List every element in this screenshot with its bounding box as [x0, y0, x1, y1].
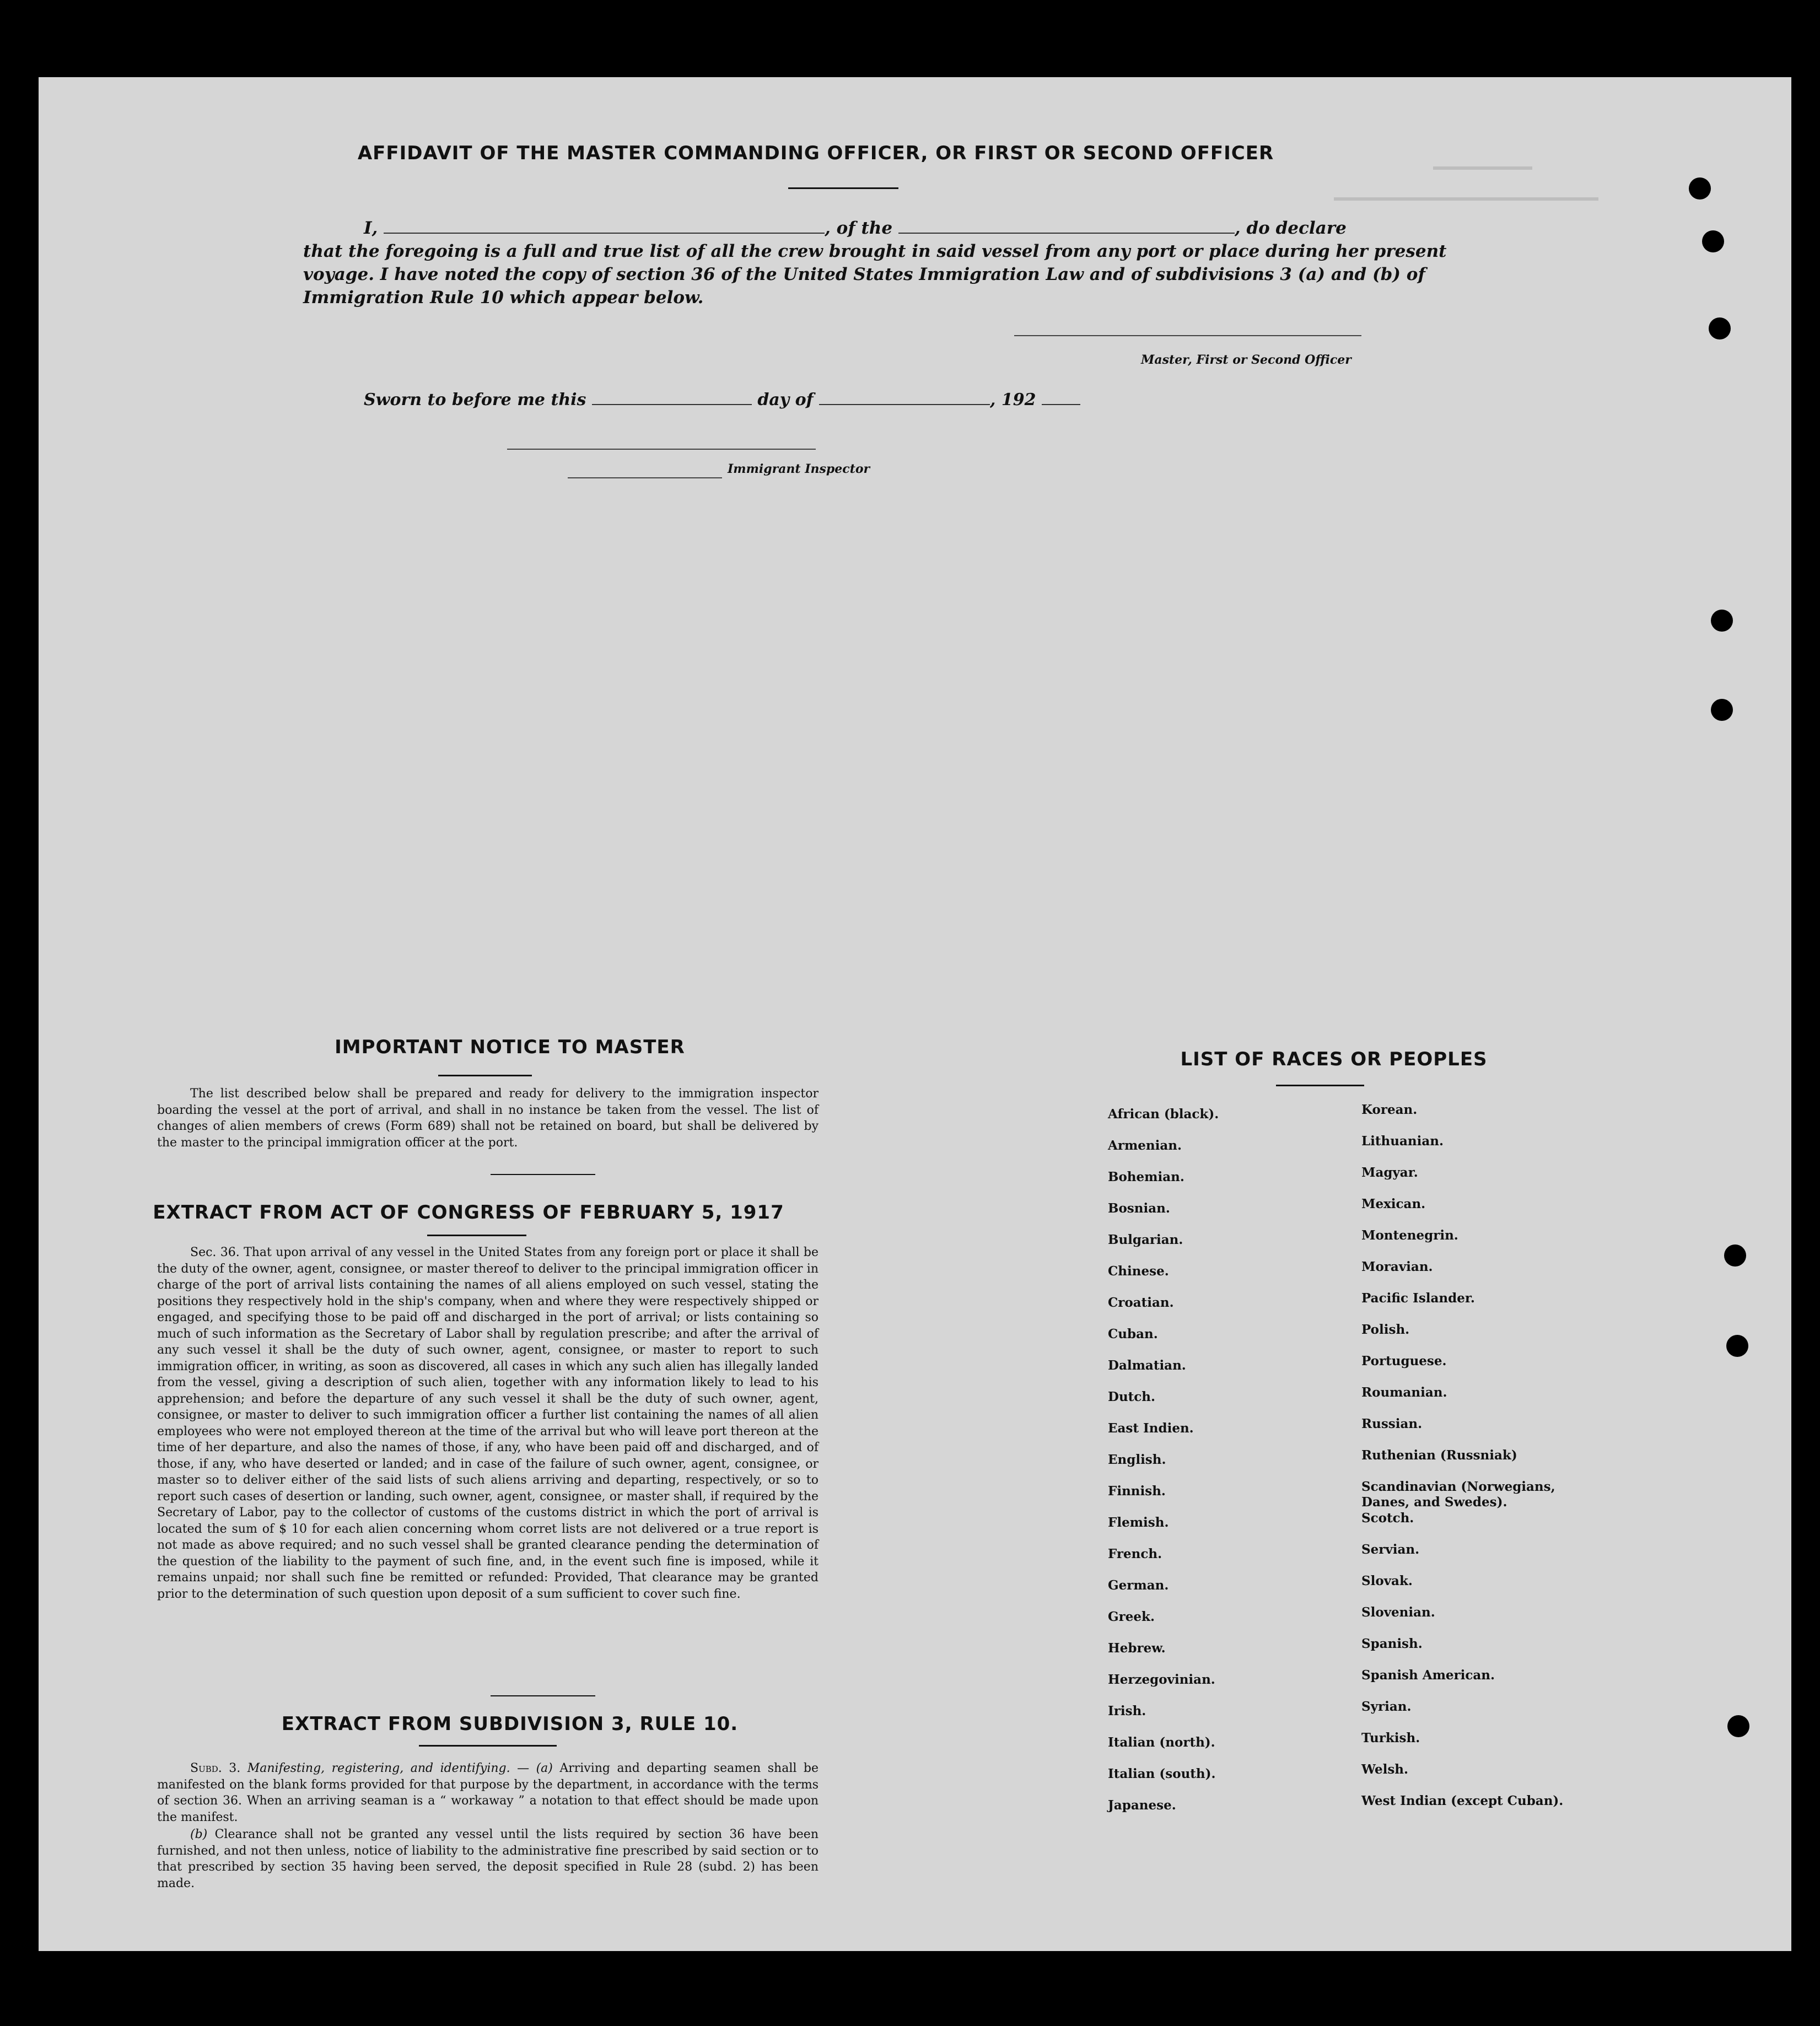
race-item: Dalmatian. — [1108, 1358, 1186, 1373]
vessel-blank[interactable] — [898, 229, 1235, 234]
race-item: Slovenian. — [1361, 1605, 1435, 1620]
affidavit-title: AFFIDAVIT OF THE MASTER COMMANDING OFFICER, OR FIRST OR SECOND OFFICER — [357, 142, 1274, 164]
race-item: Montenegrin. — [1361, 1228, 1458, 1243]
rule-para-b — [157, 1826, 819, 1892]
sworn-line — [364, 390, 1080, 409]
race-item: Pacific Islander. — [1361, 1291, 1475, 1306]
inspector-line-2[interactable] — [568, 477, 722, 478]
affidavit-line-2: that the foregoing is a full and true list of all the crew brought in said vessel from any port or place during her present — [303, 241, 1447, 261]
race-item: African (black). — [1108, 1107, 1219, 1122]
month-blank[interactable] — [819, 401, 990, 405]
race-item: Italian (south). — [1108, 1766, 1216, 1781]
bleed-through-text — [1433, 144, 1532, 170]
punch-hole — [1711, 699, 1733, 721]
race-item: Moravian. — [1361, 1259, 1433, 1274]
affidavit-line-4: Immigration Rule 10 which appear below. — [303, 288, 704, 308]
i-label: I, — [364, 218, 378, 238]
race-item: Japanese. — [1108, 1798, 1176, 1813]
race-item: French. — [1108, 1547, 1162, 1561]
subd-lead: Subd. 3. — [190, 1761, 241, 1775]
punch-hole — [1709, 317, 1731, 340]
rule-para-a — [157, 1760, 819, 1825]
race-item: Portuguese. — [1361, 1354, 1447, 1368]
act-extract-text: Sec. 36. That upon arrival of any vessel in the United States from any foreign port or place it shall be the duty of the owner, agent, consignee, or master thereof to deliver to the principal immigration officer in charge of the port of arrival lists containing the names of all aliens employed on such vessel, stating the positions they respectively hold in the ship's company, when and where they were respectively shipped or engaged, and specifying those to be paid off and discharged in the port of arrival; or lists containing so much of such information as the Secretary of Labor shall by regulation prescribe; and after the arrival of any such vessel it shall be the duty of such owner, agent, consignee, or master to report to such immigration officer, in writing, as soon as discovered, all cases in which any such alien has illegally landed from the vessel, giving a description of such alien, together with any information likely to lead to his apprehension; and before the departure of any such vessel it shall be the duty of such owner, agent, consignee, or master to deliver to such immigration officer a further list containing the names of all alien employees who were not employed thereon at the time of the arrival but who will leave port thereon at the time of her departure, and also the names of those, if any, who have been paid off and discharged, and of those, if any, who have deserted or landed; and in case of the failure of such owner, agent, consignee, or master so to deliver either of the said lists of such aliens arriving and departing, respectively, or so to report such cases of desertion or landing, such owner, agent, consignee, or master shall, if required by the Secretary of Labor, pay to the collector of customs of the customs district in which the port of arrival is located the sum of $ 10 for each alien concerning whom corret lists are not delivered or a true report is not made as above required; and no such vessel shall be granted clearance pending the determination of the question of the liability to the payment of such fine, and, in the event such fine is imposed, while it remains unpaid; nor shall such fine be remitted or refunded: Provided, That clearance may be granted prior to the determination of such question upon deposit of a sum sufficient to cover such fine. — [157, 1246, 819, 1601]
signature-label: Master, First or Second Officer — [1141, 353, 1351, 367]
day-of-label: day of — [757, 390, 814, 409]
sworn-label: Sworn to before me this — [364, 390, 586, 409]
race-item: Hebrew. — [1108, 1641, 1166, 1656]
race-item: Finnish. — [1108, 1484, 1166, 1499]
race-item: Turkish. — [1361, 1731, 1420, 1745]
race-item: East Indien. — [1108, 1421, 1194, 1436]
punch-hole — [1727, 1715, 1749, 1737]
race-item: Irish. — [1108, 1704, 1146, 1718]
day-blank[interactable] — [592, 401, 752, 405]
affidavit-line-1 — [364, 218, 1400, 238]
year-blank[interactable] — [1042, 401, 1080, 405]
race-item: Scandinavian (Norwegians, Danes, and Swedes). — [1361, 1479, 1555, 1510]
race-item: Spanish American. — [1361, 1668, 1495, 1683]
affidavit-line-3: voyage. I have noted the copy of section 36 of the United States Immigration Law and of subdivisions 3 (a) and (b) of — [303, 265, 1425, 284]
punch-hole — [1689, 177, 1711, 200]
race-item: Korean. — [1361, 1102, 1418, 1117]
rule-underline — [419, 1745, 557, 1747]
year-label: , 192 — [990, 390, 1036, 409]
do-declare-label: , do declare — [1234, 218, 1347, 238]
race-item: Croatian. — [1108, 1295, 1174, 1310]
race-item: Scotch. — [1361, 1511, 1414, 1526]
race-item: Magyar. — [1361, 1165, 1418, 1180]
section-divider — [491, 1695, 595, 1696]
race-item: Spanish. — [1361, 1636, 1423, 1651]
punch-hole — [1726, 1335, 1748, 1357]
race-item: Polish. — [1361, 1322, 1410, 1337]
of-the-label: , of the — [825, 218, 893, 238]
inspector-label: Immigrant Inspector — [728, 462, 870, 476]
name-blank[interactable] — [384, 229, 825, 234]
race-item: Bohemian. — [1108, 1170, 1184, 1184]
race-item: Servian. — [1361, 1542, 1420, 1557]
inspector-line[interactable] — [507, 449, 816, 450]
race-item: Chinese. — [1108, 1264, 1169, 1279]
race-item: Slovak. — [1361, 1574, 1413, 1588]
race-item: Herzegovinian. — [1108, 1672, 1215, 1687]
signature-line[interactable] — [1014, 335, 1361, 336]
punch-hole — [1724, 1244, 1746, 1267]
notice-underline — [438, 1075, 532, 1076]
race-item: Russian. — [1361, 1416, 1423, 1431]
race-item: Italian (north). — [1108, 1735, 1215, 1750]
races-column-2 — [1361, 1102, 1593, 1825]
race-item: Syrian. — [1361, 1699, 1412, 1714]
rule-extract-title: EXTRACT FROM SUBDIVISION 3, RULE 10. — [281, 1713, 739, 1735]
race-item: West Indian (except Cuban). — [1361, 1793, 1564, 1808]
race-item: English. — [1108, 1452, 1166, 1467]
race-item: Roumanian. — [1361, 1385, 1447, 1400]
race-item: German. — [1108, 1578, 1169, 1593]
races-title: LIST OF RACES OR PEOPLES — [1180, 1048, 1488, 1070]
races-column-1 — [1108, 1107, 1284, 1829]
punch-hole — [1702, 230, 1724, 252]
race-item: Flemish. — [1108, 1515, 1169, 1530]
title-underline — [788, 187, 898, 189]
race-item: Armenian. — [1108, 1138, 1182, 1153]
section-divider — [491, 1174, 595, 1175]
punch-hole — [1711, 610, 1733, 632]
notice-title: IMPORTANT NOTICE TO MASTER — [335, 1036, 685, 1058]
race-item: Bulgarian. — [1108, 1232, 1183, 1247]
bleed-through-text — [1334, 175, 1598, 201]
act-extract-title: EXTRACT FROM ACT OF CONGRESS OF FEBRUARY 5, 1917 — [153, 1201, 784, 1224]
race-item: Welsh. — [1361, 1762, 1409, 1777]
subd-text: Arriving and departing seamen shall be manifested on the blank forms provided for that purpose by the department, in accordance with the terms of section 36. When an arriving seaman is a “ workaway ” a notation to that effect should be made upon the manifest. — [157, 1761, 819, 1824]
act-underline — [427, 1235, 526, 1236]
races-underline — [1276, 1085, 1364, 1086]
race-item: Lithuanian. — [1361, 1134, 1444, 1149]
race-item: Mexican. — [1361, 1197, 1426, 1211]
race-item: Bosnian. — [1108, 1201, 1170, 1216]
race-item: Greek. — [1108, 1609, 1155, 1624]
race-item: Ruthenian (Russniak) — [1361, 1448, 1517, 1463]
para-b-text: Clearance shall not be granted any vessel until the lists required by section 36 have been furnished, and not then unless, notice of liability to the administrative fine prescribed by said section or to that prescribed by section 35 having been served, the deposit specified in Rule 28 (subd. 2) has been made. — [157, 1828, 819, 1890]
race-item: Dutch. — [1108, 1389, 1156, 1404]
subd-italic: Manifesting, registering, and identifying. — (a) — [247, 1761, 553, 1775]
race-item: Cuban. — [1108, 1327, 1158, 1341]
para-b-lead: (b) — [190, 1828, 208, 1841]
notice-text: The list described below shall be prepared and ready for delivery to the immigration inspector boarding the vessel at the port of arrival, and shall in no instance be taken from the vessel. The list of changes of alien members of crews (Form 689) shall not be retained on board, but shall be delivered by the master to the principal immigration officer at the port. — [157, 1087, 819, 1150]
